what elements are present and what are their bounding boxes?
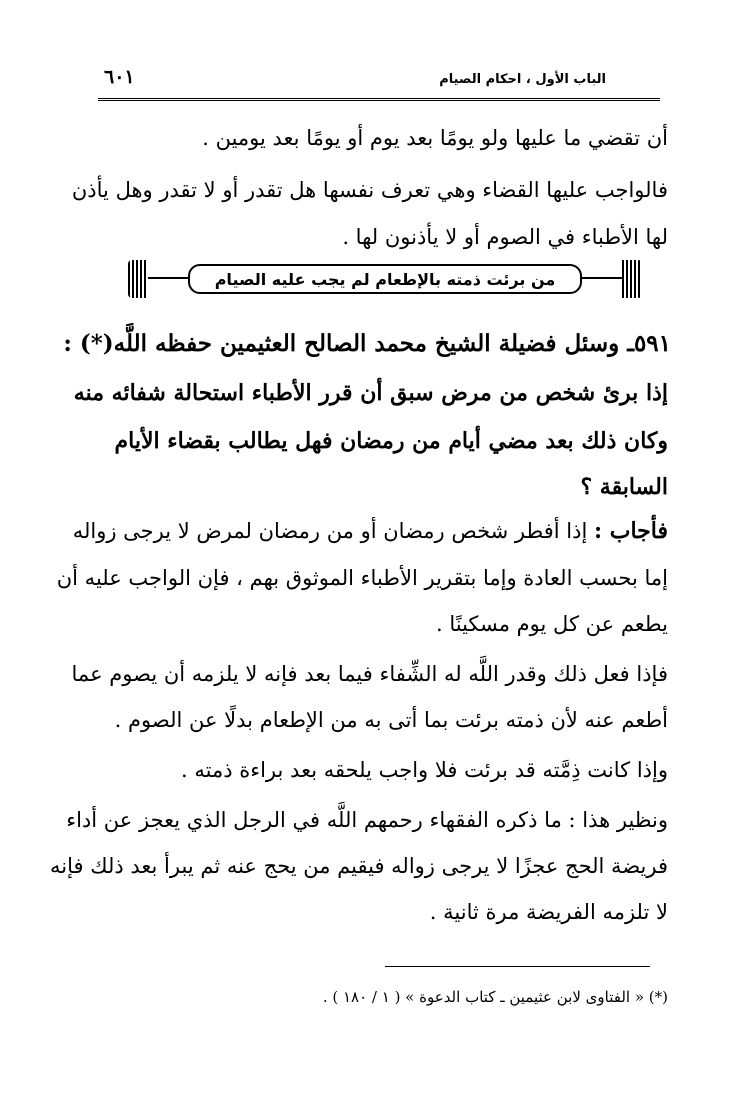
question-line: وكان ذلك بعد مضي أيام من رمضان فهل يطالب بقضاء الأيام — [114, 428, 668, 454]
page-number: ٦٠١ — [104, 66, 135, 88]
text-line: يطعم عن كل يوم مسكينًا . — [436, 612, 668, 636]
section-banner — [128, 260, 642, 298]
text-line: لا تلزمه الفريضة مرة ثانية . — [429, 900, 668, 924]
section-title: من برئت ذمته بالإطعام لم يجب عليه الصيام — [188, 264, 582, 294]
answer-label: فأجاب : — [593, 518, 668, 544]
text-line: لها الأطباء في الصوم أو لا يأذنون لها . — [342, 225, 668, 249]
answer-first-line — [73, 518, 668, 544]
text-line: إما بحسب العادة وإما بتقرير الأطباء الموثوق بهم ، فإن الواجب عليه أن — [56, 566, 668, 590]
header-rule — [98, 98, 660, 101]
question-heading: ٥٩١ـ وسئل فضيلة الشيخ محمد الصالح العثيمين حفظه اللَّه(*) : — [63, 330, 671, 357]
banner-ornament-left — [128, 260, 148, 298]
header-title: الباب الأول ، احكام الصيام — [439, 72, 606, 87]
text-line: وإذا كانت ذِمَّته قد برئت فلا واجب يلحقه بعد براءة ذمته . — [181, 758, 668, 782]
banner-rule-right — [582, 277, 622, 279]
text-line: أن تقضي ما عليها ولو يومًا بعد يوم أو يومًا بعد يومين . — [202, 126, 668, 150]
text-line: فالواجب عليها القضاء وهي تعرف نفسها هل تقدر أو لا تقدر وهل يأذن — [71, 178, 668, 202]
text-line: فإذا فعل ذلك وقدر اللَّه له الشِّفاء فيما بعد فإنه لا يلزمه أن يصوم عما — [71, 662, 668, 686]
question-line: إذا برئ شخص من مرض سبق أن قرر الأطباء استحالة شفائه منه — [73, 380, 668, 406]
question-line: السابقة ؟ — [580, 474, 668, 500]
footnote-rule — [385, 966, 650, 967]
running-header — [98, 66, 658, 92]
footnote: (*) « الفتاوى لابن عثيمين ـ كتاب الدعوة » ( ١ / ١٨٠ ) . — [322, 988, 668, 1006]
text-line: ونظير هذا : ما ذكره الفقهاء رحمهم اللَّه في الرجل الذي يعجز عن أداء — [66, 808, 668, 832]
text-line: أطعم عنه لأن ذمته برئت بما أتى به من الإطعام بدلًا عن الصوم . — [114, 708, 668, 732]
text-line: فريضة الحج عجزًا لا يرجى زواله فيقيم من يحج عنه ثم يبرأ بعد ذلك فإنه — [50, 854, 668, 878]
banner-ornament-right — [622, 260, 642, 298]
answer-text: إذا أفطر شخص رمضان أو من رمضان لمرض لا يرجى زواله — [72, 519, 588, 543]
banner-rule-left — [148, 277, 188, 279]
